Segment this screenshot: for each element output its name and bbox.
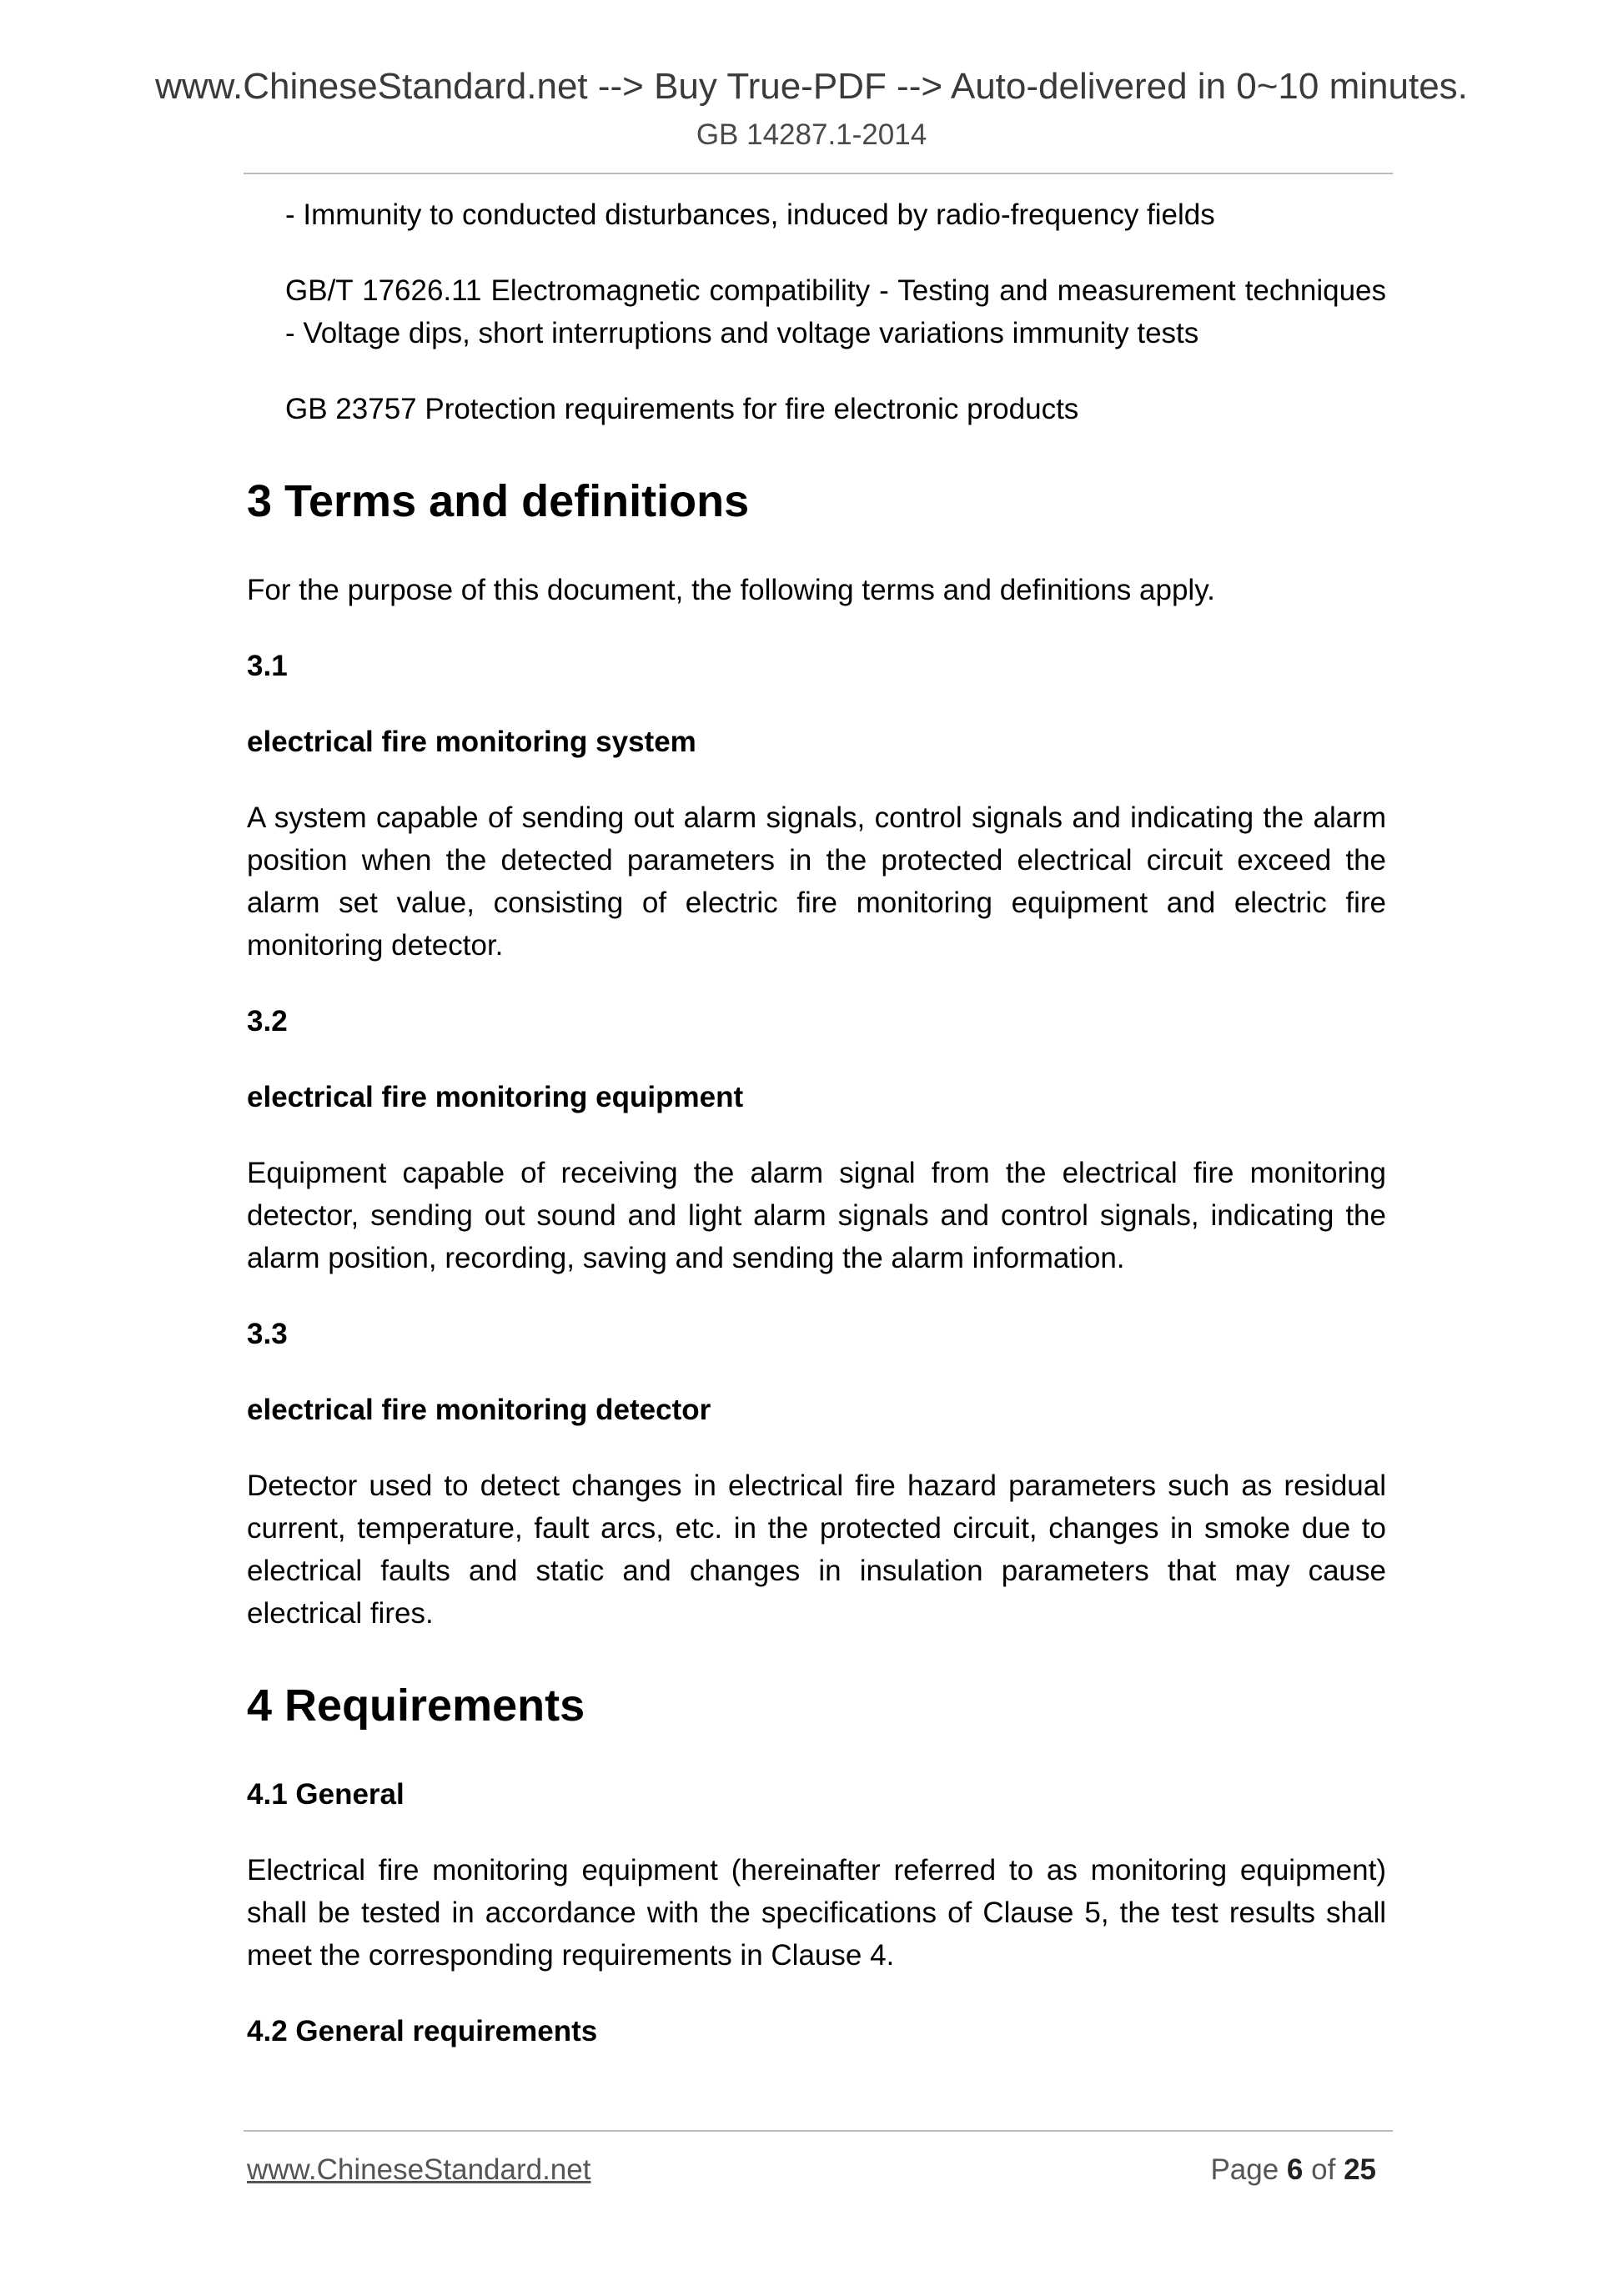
reference-item: GB/T 17626.11 Electromagnetic compatibility - Testing and measurement techniques - Voltage dips, short interruptions and voltage variations immunity tests [285, 274, 1386, 349]
subclause-4-2-title: 4.2 General requirements [247, 2015, 598, 2047]
footer-site-link[interactable]: www.ChineseStandard.net [247, 2153, 591, 2186]
reference-item: GB 23757 Protection requirements for fire electronic products [285, 393, 1079, 425]
page-current: 6 [1286, 2153, 1304, 2186]
term-definition: Detector used to detect changes in electrical fire hazard parameters such as residual current, temperature, fault arcs, etc. in the protected circuit, changes in smoke due to electrical faults and static and changes in insulation parameters that may cause electrical fires. [247, 1470, 1386, 1630]
page-label: Page [1210, 2153, 1279, 2186]
clause-3-title: 3 Terms and definitions [247, 476, 750, 526]
term-name: electrical fire monitoring detector [247, 1394, 711, 1426]
clause-4-title: 4 Requirements [247, 1681, 585, 1731]
reference-item: - Immunity to conducted disturbances, induced by radio-frequency fields [285, 198, 1215, 231]
document-body [247, 193, 1386, 2086]
term-number: 3.3 [247, 1318, 288, 1350]
header-divider [244, 173, 1393, 174]
term-name: electrical fire monitoring system [247, 726, 696, 758]
subclause-4-1-title: 4.1 General [247, 1778, 404, 1811]
page-number [1210, 2150, 1376, 2190]
term-number: 3.1 [247, 650, 288, 682]
term-definition: A system capable of sending out alarm signals, control signals and indicating the alarm position when the detected parameters in the protected electrical circuit exceed the alarm set value, consisting of electric fire monitoring equipment and electric fire monitoring detector. [247, 801, 1386, 962]
clause-3-intro: For the purpose of this document, the following terms and definitions apply. [247, 574, 1215, 606]
footer-divider [244, 2130, 1393, 2132]
top-banner: www.ChineseStandard.net --> Buy True-PDF --> Auto-delivered in 0~10 minutes. [155, 66, 1468, 107]
page-total: 25 [1344, 2153, 1376, 2186]
subclause-4-1-text: Electrical fire monitoring equipment (hereinafter referred to as monitoring equipment) shall be tested in accordance with the specifications of Clause 5, the test results shall meet the corresponding requirements in Clause 4. [247, 1854, 1386, 1972]
page-of: of [1311, 2153, 1336, 2186]
term-name: electrical fire monitoring equipment [247, 1081, 744, 1113]
standard-code: GB 14287.1-2014 [696, 118, 927, 151]
term-number: 3.2 [247, 1005, 288, 1037]
term-definition: Equipment capable of receiving the alarm signal from the electrical fire monitoring detector, sending out sound and light alarm signals and control signals, indicating the alarm position, recording, saving and sending the alarm information. [247, 1157, 1386, 1274]
